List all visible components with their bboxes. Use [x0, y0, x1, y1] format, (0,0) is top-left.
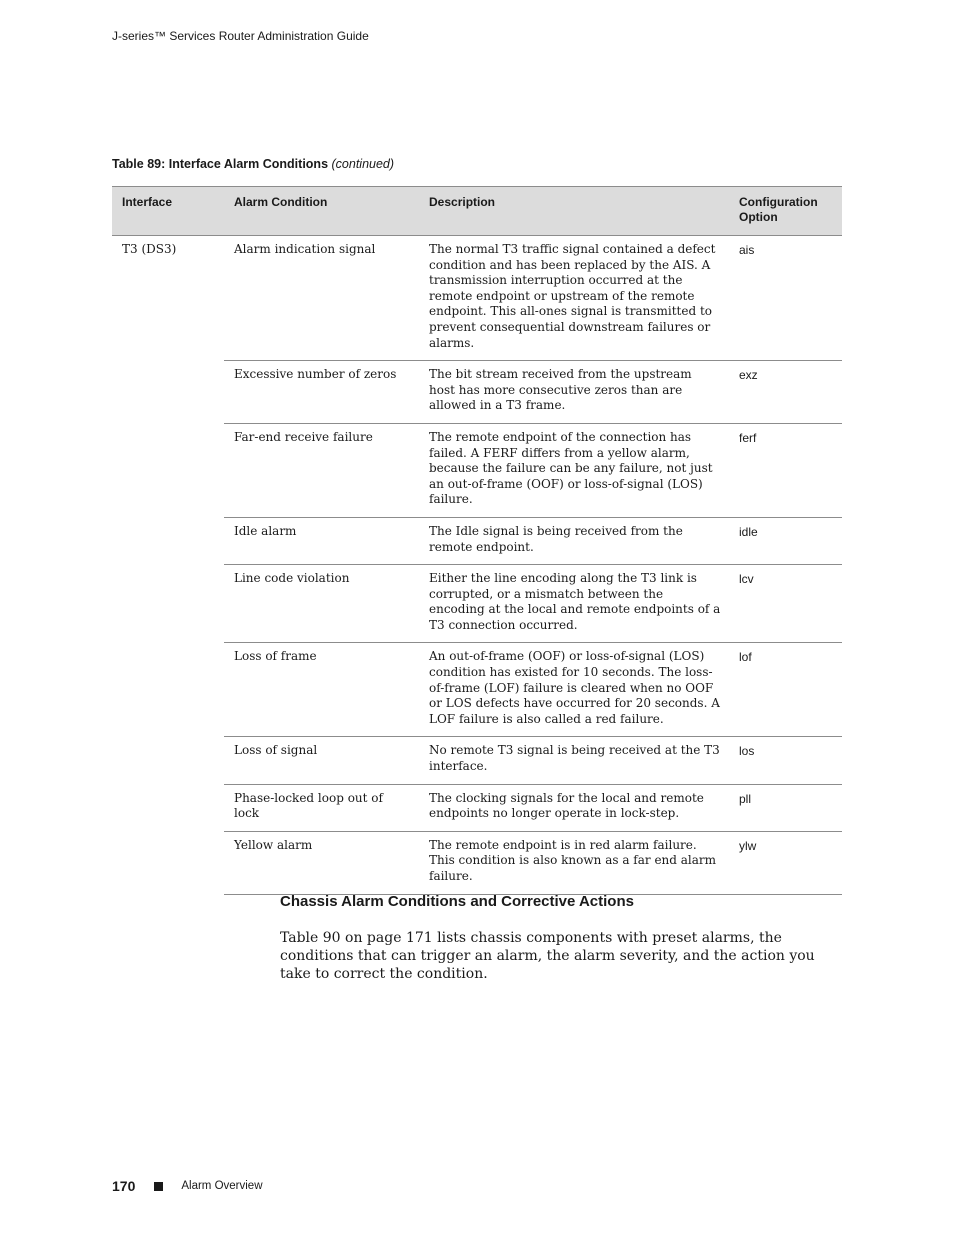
alarm-condition-cell: Excessive number of zeros [224, 361, 419, 424]
config-option-cell: ferf [729, 423, 842, 517]
table-row [112, 236, 842, 361]
interface-alarm-table [112, 186, 842, 895]
description-cell: An out-of-frame (OOF) or loss-of-signal (LOS) condition has existed for 10 seconds. The loss-of-frame (LOF) failure is cleared when no OOF or LOS defects have occurred for 20 seconds. A LOF failure is also called a red failure. [419, 643, 729, 737]
description-cell: The remote endpoint is in red alarm failure. This condition is also known as a far end alarm failure. [419, 831, 729, 894]
alarm-condition-cell: Alarm indication signal [224, 236, 419, 361]
column-header-configuration-option: Configuration Option [729, 187, 842, 236]
description-cell: No remote T3 signal is being received at the T3 interface. [419, 737, 729, 784]
alarm-condition-cell: Far-end receive failure [224, 423, 419, 517]
description-cell: The Idle signal is being received from the remote endpoint. [419, 517, 729, 564]
square-bullet-icon [154, 1182, 163, 1191]
section-paragraph: Table 90 on page 171 lists chassis components with preset alarms, the conditions that can trigger an alarm, the alarm severity, and the action you take to correct the condition. [280, 930, 815, 982]
column-header-interface: Interface [112, 187, 224, 236]
page-number: 170 [112, 1178, 136, 1194]
config-option-cell: lcv [729, 565, 842, 643]
alarm-condition-cell: Phase-locked loop out of lock [224, 784, 419, 831]
config-option-cell: idle [729, 517, 842, 564]
alarm-condition-cell: Yellow alarm [224, 831, 419, 894]
table-header-row [112, 187, 842, 236]
alarm-condition-cell: Idle alarm [224, 517, 419, 564]
table-caption [112, 157, 394, 171]
config-option-cell: ylw [729, 831, 842, 894]
description-cell: The remote endpoint of the connection has failed. A FERF differs from a yellow alarm, because the failure can be any failure, not just an out-of-frame (OOF) or loss-of-signal (LOS) failure. [419, 423, 729, 517]
column-header-alarm-condition: Alarm Condition [224, 187, 419, 236]
column-header-description: Description [419, 187, 729, 236]
table-caption-title: Table 89: Interface Alarm Conditions [112, 157, 329, 171]
config-option-cell: los [729, 737, 842, 784]
config-option-cell: exz [729, 361, 842, 424]
interface-cell: T3 (DS3) [122, 242, 177, 256]
footer-section-name: Alarm Overview [181, 1180, 263, 1192]
description-cell: The normal T3 traffic signal contained a defect condition and has been replaced by the AIS. A transmission interruption occurred at the remote endpoint or upstream of the remote endpoint. This all-ones signal is transmitted to prevent consequential downstream failures or alarms. [419, 236, 729, 361]
description-cell: The bit stream received from the upstream host has more consecutive zeros than are allowed in a T3 frame. [419, 361, 729, 424]
config-option-cell: pll [729, 784, 842, 831]
section-heading: Chassis Alarm Conditions and Corrective Actions [280, 893, 634, 910]
page-footer [112, 1178, 263, 1194]
table-caption-continued: (continued) [331, 157, 395, 171]
running-header: J-series™ Services Router Administration Guide [112, 29, 369, 43]
description-cell: Either the line encoding along the T3 link is corrupted, or a mismatch between the encoding at the local and remote endpoints of a T3 connection occurred. [419, 565, 729, 643]
description-cell: The clocking signals for the local and remote endpoints no longer operate in lock-step. [419, 784, 729, 831]
alarm-condition-cell: Line code violation [224, 565, 419, 643]
alarm-condition-cell: Loss of frame [224, 643, 419, 737]
config-option-cell: ais [729, 236, 842, 361]
config-option-cell: lof [729, 643, 842, 737]
alarm-condition-cell: Loss of signal [224, 737, 419, 784]
